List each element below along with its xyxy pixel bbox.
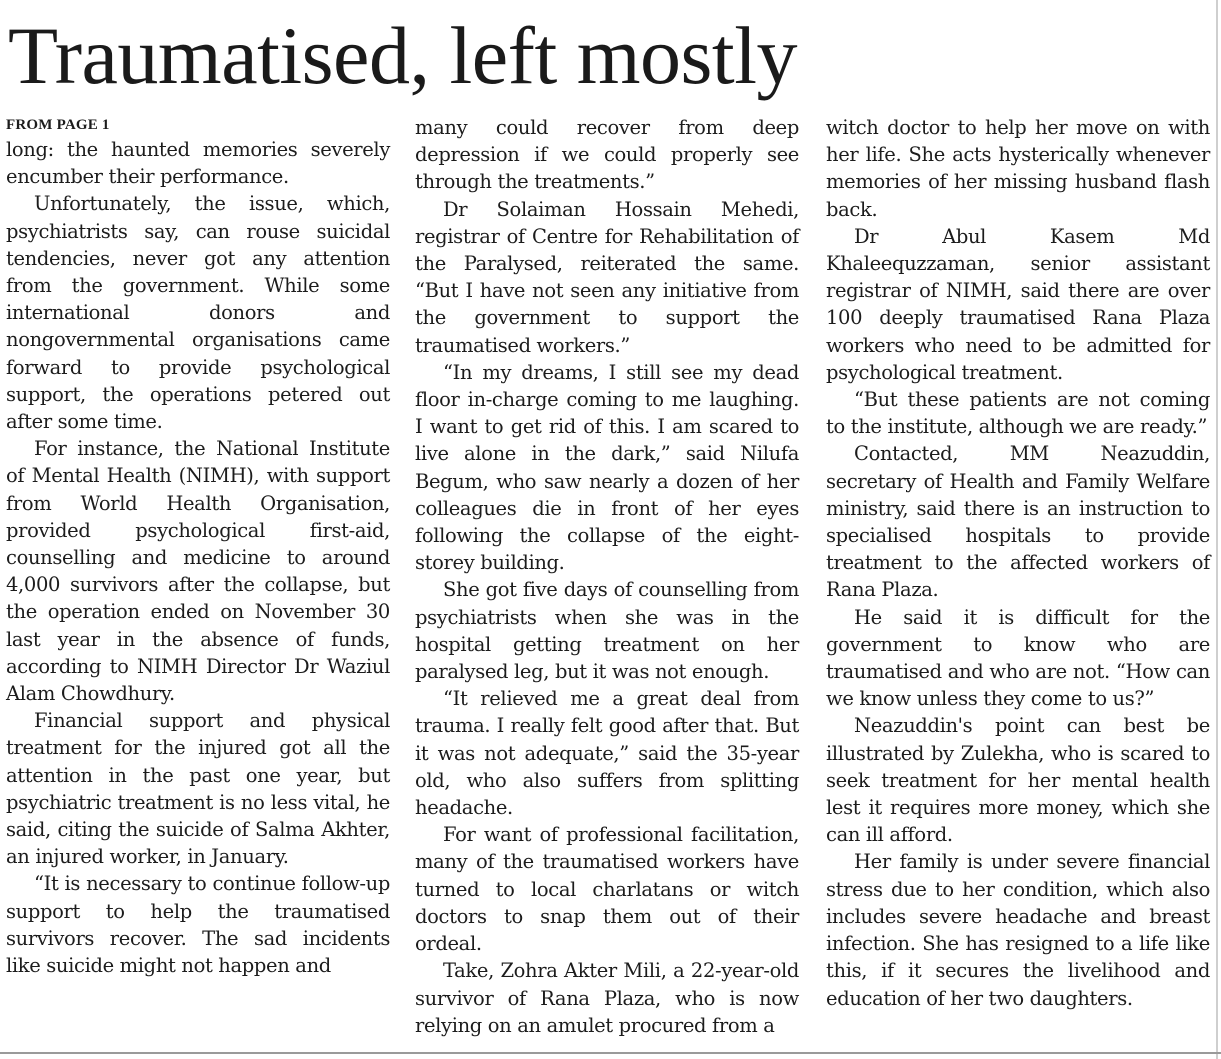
paragraph: He said it is difficult for the government to know who are traumatised and who are not. “How can we know unless they come to us?”	[826, 605, 1210, 711]
paragraph: “In my dreams, I still see my dead floor in-charge coming to me laughing. I want to get rid of this. I am scared to live alone in the dark,” said Nilufa Begum, who saw nearly a dozen of her colleagues die in front of her eyes following the collapse of the eight-storey building.	[415, 360, 799, 575]
paragraph-continued: witch doctor to help her move on with her life. She acts hysterically whenever memories of her missing husband flash back.	[826, 116, 1210, 221]
paragraph: For instance, the National Institute of Mental Health (NIMH), with support from World Health Organisation, provided psychological first-aid, counselling and medicine to around 4,000 survivors after the collapse, but the operation ended on November 30 last year in the absence of funds, according to NIMH Director Dr Waziul Alam Chowdhury.	[6, 437, 390, 706]
page-bottom-rule	[0, 1052, 1221, 1054]
paragraph: Neazuddin's point can best be illustrated by Zulekha, who is scared to seek treatment for her mental health lest it requires more money, which she can ill afford.	[826, 714, 1210, 847]
paragraph: “But these patients are not coming to the institute, although we are ready.”	[826, 388, 1210, 439]
column-rule-right	[1216, 0, 1218, 1059]
paragraph: Contacted, MM Neazuddin, secretary of Health and Family Welfare ministry, said there is an instruction to specialised hospitals to provide treatment to the affected workers of Rana Plaza.	[826, 442, 1210, 602]
paragraph: Dr Solaiman Hossain Mehedi, registrar of Centre for Rehabilitation of the Paralysed, reiterated the same. “But I have not seen any initiative from the government to support the traumatised workers.”	[415, 197, 799, 357]
article-column-2	[415, 114, 799, 1039]
article-column-1	[6, 114, 390, 979]
continued-from-label: FROM PAGE 1	[6, 117, 110, 133]
paragraph: Unfortunately, the issue, which, psychiatrists say, can rouse suicidal tendencies, never got any attention from the government. While some international donors and nongovernmental organisations came forward to provide psychological support, the operations petered out after some time.	[6, 192, 390, 434]
paragraph: long: the haunted memories severely encumber their performance.	[6, 138, 390, 189]
headline: Traumatised, left mostly	[8, 10, 797, 101]
paragraph: Financial support and physical treatment for the injured got all the attention in the past one year, but psychiatric treatment is no less vital, he said, citing the suicide of Salma Akhter, an injured worker, in January.	[6, 709, 390, 869]
paragraph: Take, Zohra Akter Mili, a 22-year-old survivor of Rana Plaza, who is now relying on an amulet procured from a	[415, 959, 799, 1037]
paragraph: “It relieved me a great deal from trauma. I really felt good after that. But it was not adequate,” said the 35-year old, who also suffers from splitting headache.	[415, 687, 799, 820]
article-column-3	[826, 114, 1210, 1012]
paragraph: “It is necessary to continue follow-up support to help the traumatised survivors recover. The sad incidents like suicide might not happen and	[6, 872, 390, 978]
paragraph: Dr Abul Kasem Md Khaleequzzaman, senior assistant registrar of NIMH, said there are over 100 deeply traumatised Rana Plaza workers who need to be admitted for psychological treatment.	[826, 224, 1210, 384]
paragraph-continued: many could recover from deep depression if we could properly see through the treatments.”	[415, 116, 799, 194]
paragraph: She got five days of counselling from psychiatrists when she was in the hospital getting treatment on her paralysed leg, but it was not enough.	[415, 578, 799, 684]
paragraph: Her family is under severe financial stress due to her condition, which also includes severe headache and breast infection. She has resigned to a life like this, if it secures the livelihood and education of her two daughters.	[826, 850, 1210, 1010]
paragraph: For want of professional facilitation, many of the traumatised workers have turned to local charlatans or witch doctors to snap them out of their ordeal.	[415, 823, 799, 956]
